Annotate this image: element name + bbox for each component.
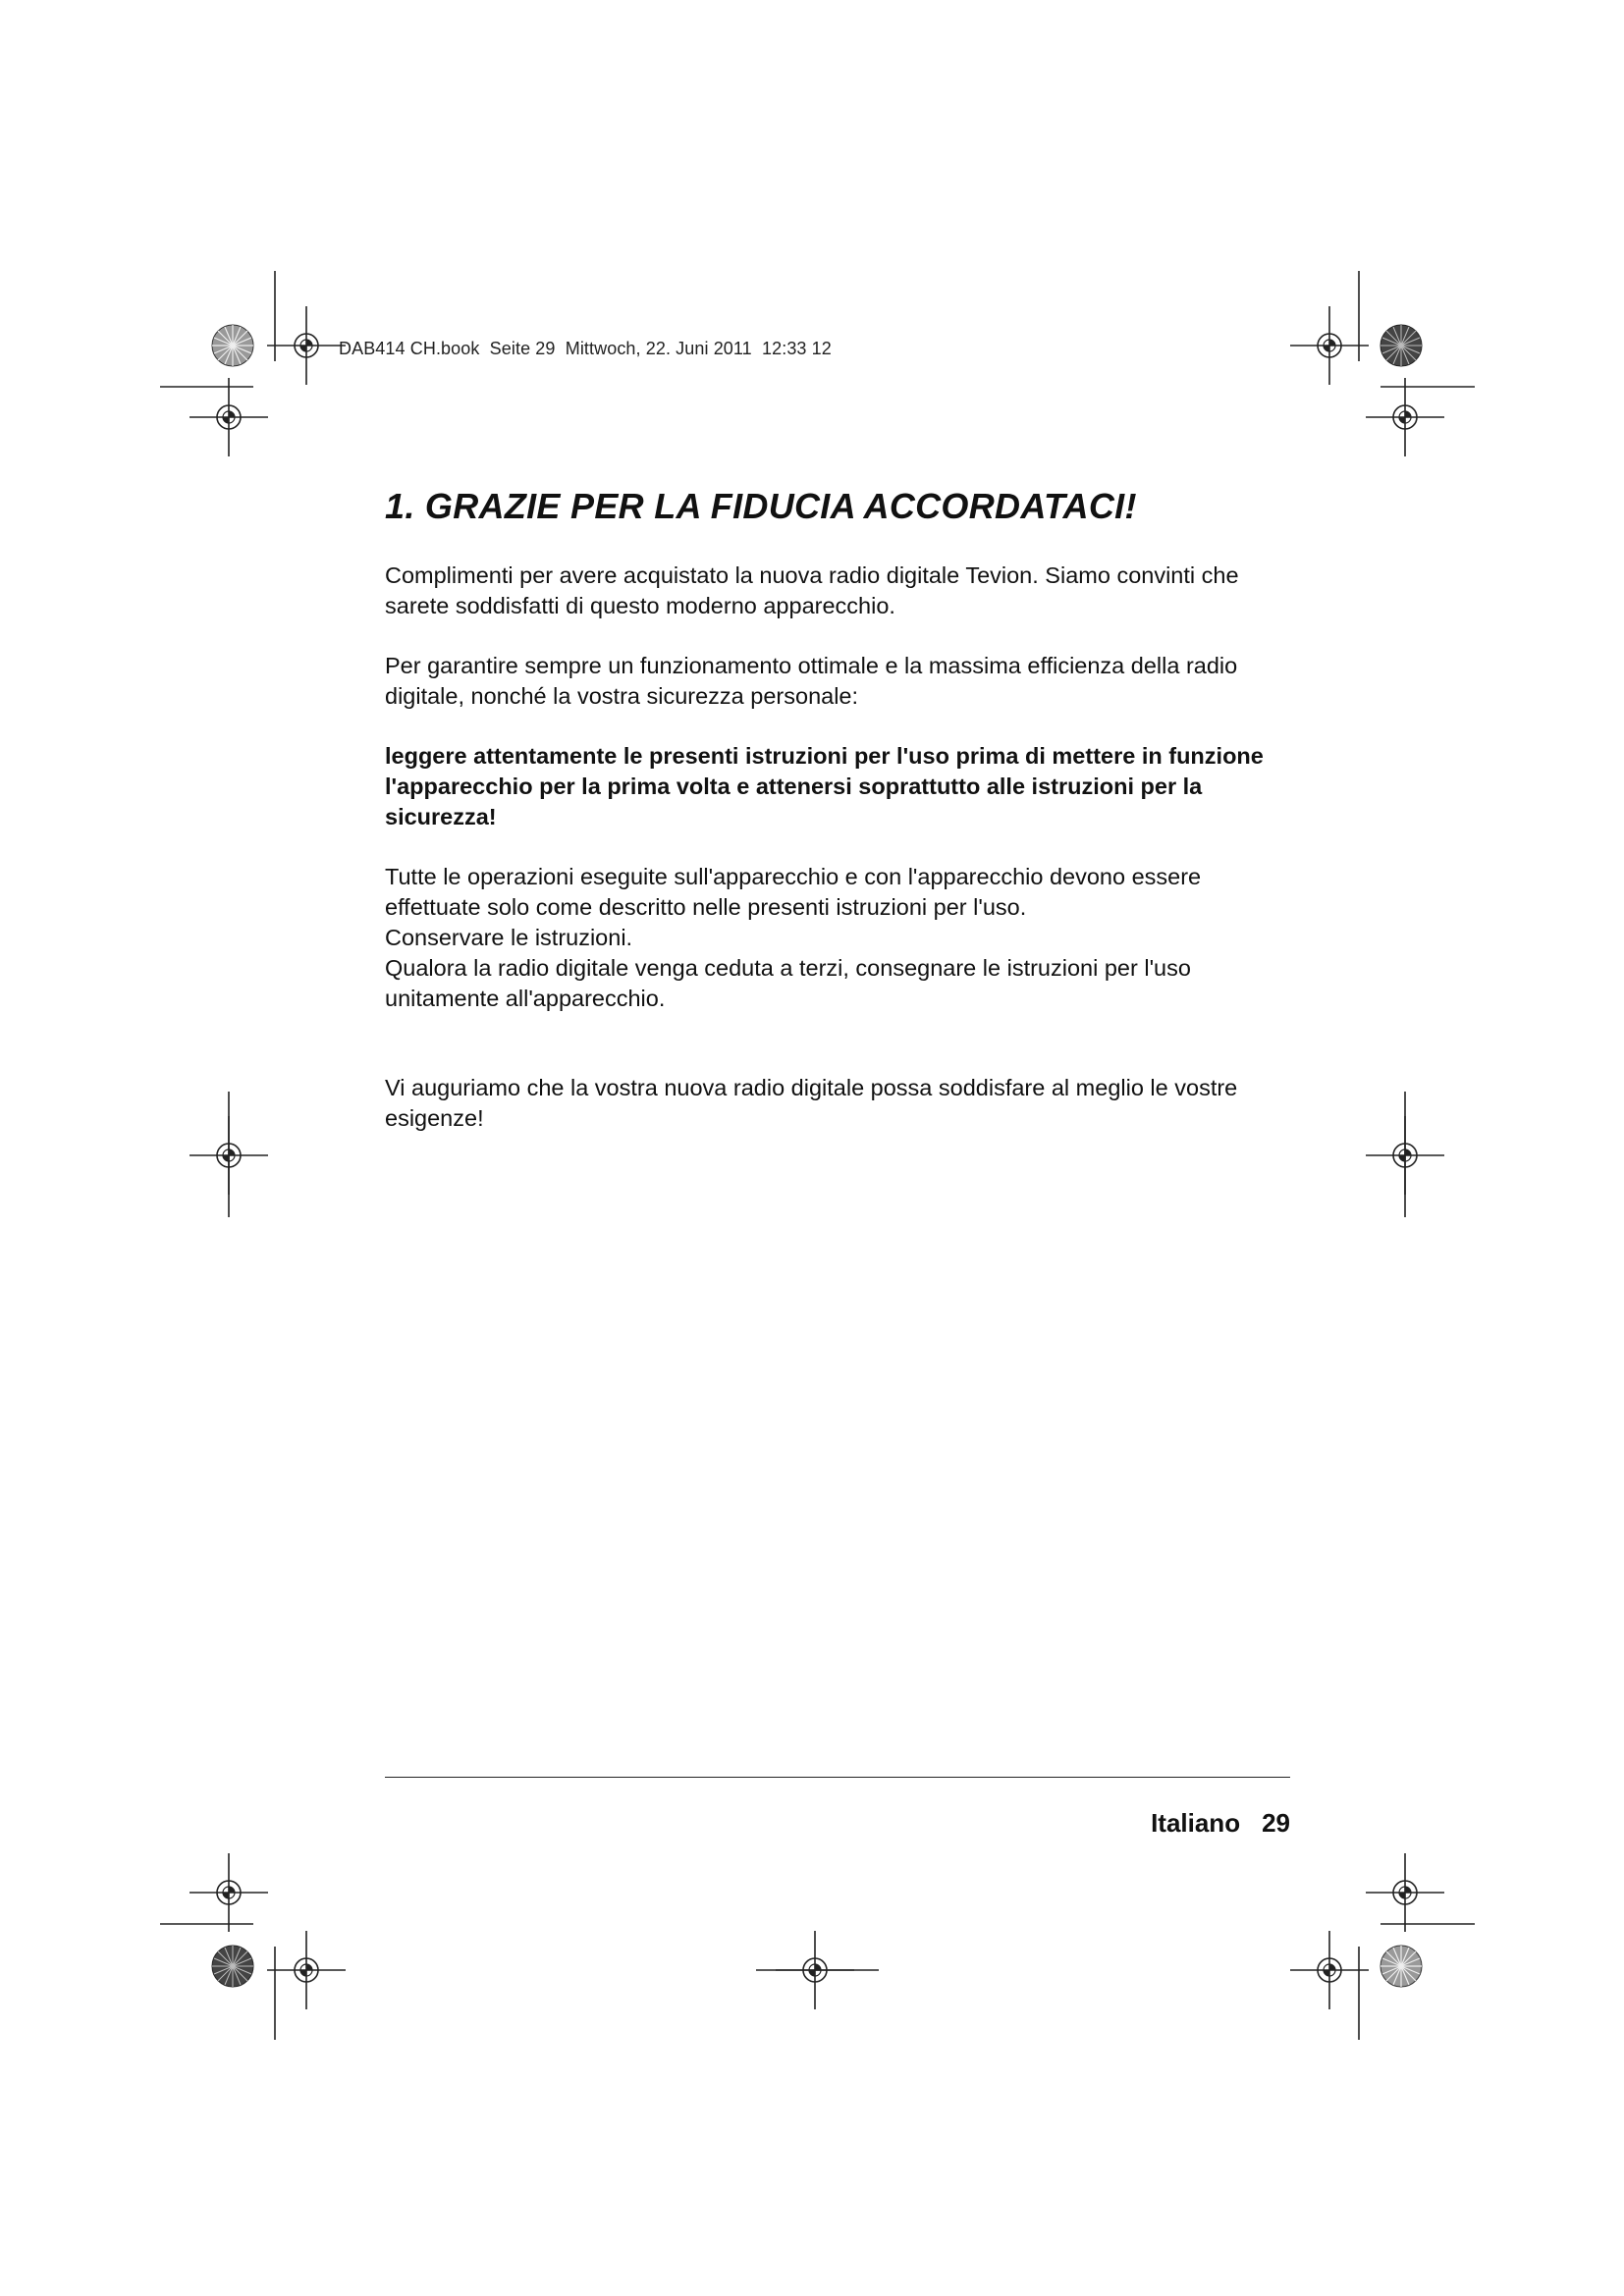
footer-language: Italiano [1151, 1808, 1241, 1838]
text-line: sicurezza! [385, 804, 497, 829]
text-line: Vi auguriamo che la vostra nuova radio digitale possa soddisfare al meglio le vostre [385, 1075, 1238, 1100]
page-content [385, 486, 1298, 1163]
text-line: Per garantire sempre un funzionamento ottimale e la massima efficienza della radio [385, 653, 1238, 678]
text-line: Qualora la radio digitale venga ceduta a terzi, consegnare le istruzioni per l'uso [385, 955, 1191, 981]
page-title: 1. GRAZIE PER LA FIDUCIA ACCORDATACI! [385, 486, 1137, 526]
text-line: Complimenti per avere acquistato la nuova radio digitale Tevion. Siamo convinti che [385, 562, 1239, 588]
paragraph-wishes [385, 1073, 1298, 1134]
paragraph-congratulations [385, 561, 1298, 621]
footer-divider [385, 1777, 1290, 1778]
text-line: sarete soddisfatti di questo moderno apparecchio. [385, 593, 895, 618]
text-line: Tutte le operazioni eseguite sull'apparecchio e con l'apparecchio devono essere [385, 864, 1202, 889]
paragraph-operations [385, 862, 1298, 1014]
print-slug: DAB414 CH.book Seite 29 Mittwoch, 22. Juni 2011 12:33 12 [339, 339, 832, 358]
text-line: l'apparecchio per la prima volta e attenersi soprattutto alle istruzioni per la [385, 774, 1203, 799]
paragraph-warning [385, 741, 1298, 832]
text-line: esigenze! [385, 1105, 484, 1131]
text-line: effettuate solo come descritto nelle presenti istruzioni per l'uso. [385, 894, 1027, 920]
page-footer [1151, 1808, 1290, 1839]
text-line: Conservare le istruzioni. [385, 925, 633, 950]
page-number: 29 [1262, 1808, 1290, 1838]
text-line: digitale, nonché la vostra sicurezza personale: [385, 683, 859, 709]
text-line: unitamente all'apparecchio. [385, 986, 666, 1011]
text-line: leggere attentamente le presenti istruzioni per l'uso prima di mettere in funzione [385, 743, 1264, 769]
paragraph-guarantee [385, 651, 1298, 712]
